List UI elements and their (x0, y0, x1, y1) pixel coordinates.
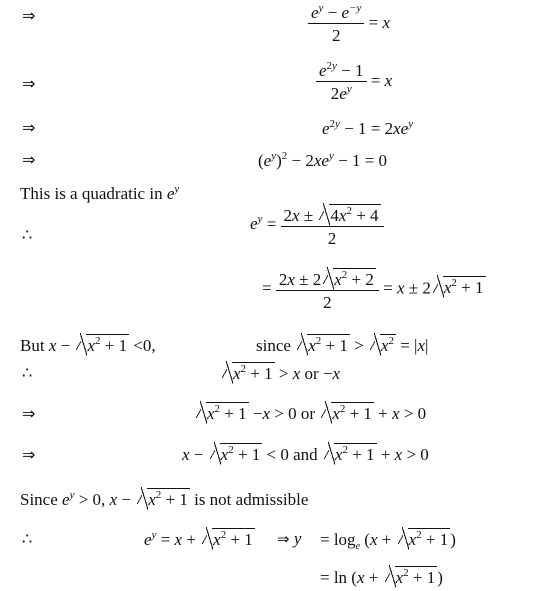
eq-line-11: $x - x^2 + 1 < 0$ and $x^2 + 1 + x > 0$ (182, 444, 429, 464)
fraction: $\frac{e^{2y} - 1}{2e^y}$ (316, 62, 367, 102)
sqrt: $x^2 + 2$ (323, 268, 376, 288)
sqrt: $x^2 + 1$ (297, 334, 350, 354)
sqrt: $x^2 + 1$ (398, 528, 451, 548)
sqrt: $x^2 + 1$ (137, 488, 190, 508)
fraction: $\frac{2x \pm 4x^2 + 4}{2}$ (281, 204, 384, 247)
sqrt: $4x^2 + 4$ (319, 204, 380, 224)
implies-symbol: ⇒ (22, 445, 36, 464)
sqrt: $x^2 + 1$ (210, 443, 263, 463)
sqrt: $x^2 + 1$ (196, 402, 249, 422)
sqrt: $x^2 + 1$ (433, 276, 486, 296)
eq-line-10: $x^2 + 1 -x > 0$ or $x^2 + 1 + x > 0$ (194, 402, 426, 422)
implies-symbol: ⇒ (22, 6, 36, 25)
implies-symbol: ⇒ (22, 404, 36, 423)
eq-line-13-mid: ⇒ y (277, 529, 302, 548)
eq-line-3: $e^{2y} - 1 = 2xe^y$ (322, 118, 414, 138)
sqrt: $x^2 + 1$ (222, 362, 275, 382)
implies-symbol: ⇒ (22, 150, 36, 169)
eq-line-13-right: = $\log_e (x + x^2 + 1$ ) (320, 529, 456, 552)
sqrt: $x^2 + 1$ (202, 528, 255, 548)
sqrt: $x^2 + 1$ (321, 402, 374, 422)
implies-symbol: ⇒ (22, 118, 36, 137)
sqrt: $x^2$ (370, 334, 396, 354)
eq-line-9: $x^2 + 1 > x$ or −x (220, 362, 340, 382)
sqrt: $x^2 + 1$ (324, 443, 377, 463)
eq-line-6: $e^y$ = $\frac{2x \pm 4x^2 + 4}{2}$ (250, 204, 384, 247)
eq-line-13-left: $e^y = x + x^2 + 1$ (144, 529, 253, 549)
eq-line-4: $(e^y)^2 - 2xe^y - 1 = 0$ (258, 150, 388, 170)
eq-line-2: $\frac{e^{2y} - 1}{2e^y}$ = x (316, 62, 392, 102)
quadratic-statement: This is a quadratic in $e^y$ (20, 183, 180, 203)
therefore-symbol: ∴ (22, 363, 33, 382)
eq-line-14: = $\ln (x + x^2 + 1$ ) (320, 567, 443, 587)
therefore-symbol: ∴ (22, 225, 33, 244)
fraction: $\frac{2x \pm 2 x^2 + 2}{2}$ (276, 268, 379, 311)
implies-symbol: ⇒ (22, 74, 36, 93)
sqrt: $x^2 + 1$ (76, 334, 129, 354)
sqrt: $x^2 + 1$ (385, 566, 438, 586)
admissibility-statement: Since $e^y > 0$, $x - x^2 + 1$ is not admissible (20, 489, 309, 509)
eq-line-8-left: But $x - x^2 + 1 <0$, (20, 335, 156, 355)
eq-line-7: = $\frac{2x \pm 2 x^2 + 2}{2}$ = x ± 2 $x^2 + 1$ (262, 269, 484, 312)
fraction: $\frac{e^y - e^{-y}}{2}$ (308, 4, 364, 44)
therefore-symbol: ∴ (22, 529, 33, 548)
eq-line-8-right: since $x^2 + 1 > x^2 = |x|$ (256, 335, 429, 355)
eq-line-1: $\frac{e^y - e^{-y}}{2}$ = x (308, 4, 390, 44)
